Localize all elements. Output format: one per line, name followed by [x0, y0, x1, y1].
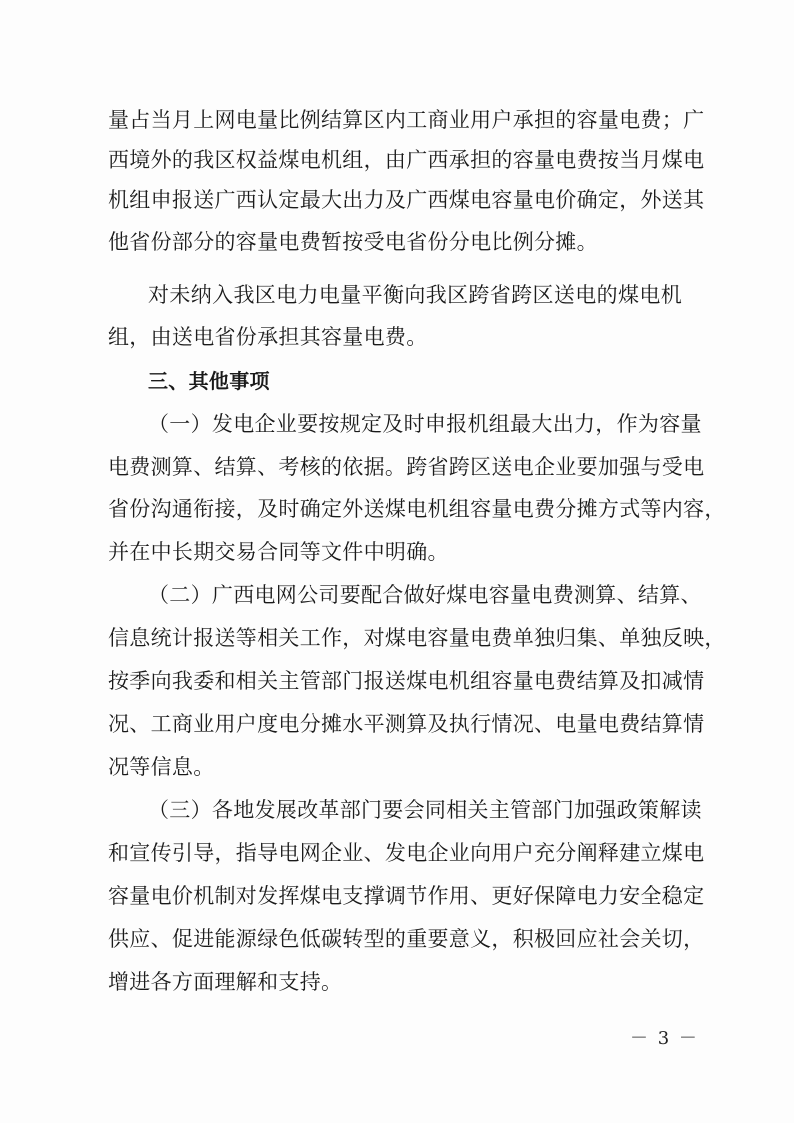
body-text-line: 电费测算、结算、考核的依据。跨省跨区送电企业要加强与受电	[108, 455, 705, 479]
body-text-line: 量占当月上网电量比例结算区内工商业用户承担的容量电费；广	[108, 108, 705, 132]
body-text-line: 况、工商业用户度电分摊水平测算及执行情况、电量电费结算情	[108, 712, 705, 736]
body-text-line: 增进各方面理解和支持。	[108, 970, 343, 994]
body-text-line: 省份沟通衔接，及时确定外送煤电机组容量电费分摊方式等内容，	[108, 497, 726, 521]
paragraph-first-line: （三）各地发展改革部门要会同相关主管部门加强政策解读	[148, 798, 702, 822]
body-text-line: 他省份部分的容量电费暂按受电省份分电比例分摊。	[108, 230, 598, 254]
paragraph-first-line: （一）发电企业要按规定及时申报机组最大出力，作为容量	[148, 412, 702, 436]
body-text-line: 信息统计报送等相关工作，对煤电容量电费单独归集、单独反映，	[108, 626, 726, 650]
body-text-line: 并在中长期交易合同等文件中明确。	[108, 540, 449, 564]
body-text-line: 供应、促进能源绿色低碳转型的重要意义，积极回应社会关切，	[108, 927, 705, 951]
body-text-line: 和宣传引导，指导电网企业、发电企业向用户充分阐释建立煤电	[108, 841, 705, 865]
paragraph-first-line: （二）广西电网公司要配合做好煤电容量电费测算、结算、	[148, 583, 702, 607]
body-text-line: 西境外的我区权益煤电机组，由广西承担的容量电费按当月煤电	[108, 148, 705, 172]
body-text-line: 按季向我委和相关主管部门报送煤电机组容量电费结算及扣减情	[108, 669, 705, 693]
body-text-line: 组，由送电省份承担其容量电费。	[108, 325, 428, 349]
body-text-line: 容量电价机制对发挥煤电支撑调节作用、更好保障电力安全稳定	[108, 884, 705, 908]
body-text-line: 况等信息。	[108, 755, 215, 779]
body-text-line: 机组申报送广西认定最大出力及广西煤电容量电价确定，外送其	[108, 188, 705, 212]
section-heading: 三、其他事项	[148, 369, 270, 393]
page-number: － 3 －	[630, 1028, 699, 1049]
paragraph-first-line: 对未纳入我区电力电量平衡向我区跨省跨区送电的煤电机	[148, 283, 682, 307]
